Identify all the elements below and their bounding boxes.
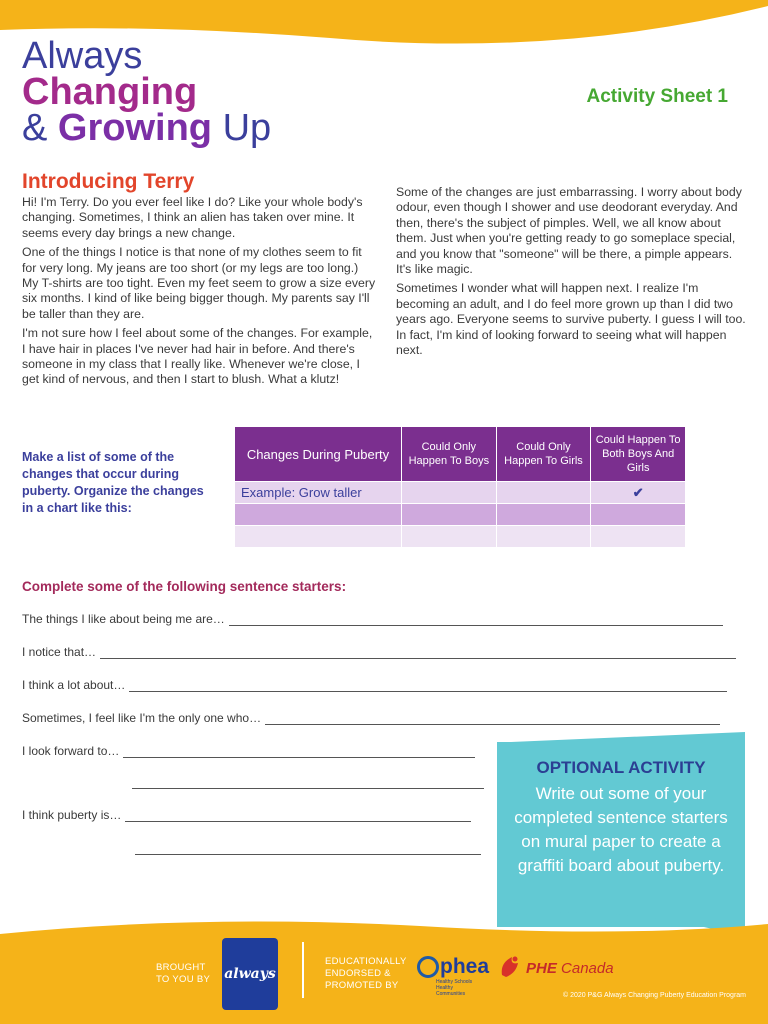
intro-left-column: [22, 195, 377, 392]
sentence-starter: I look forward to…: [22, 744, 475, 758]
chart-header-boys: Could Only Happen To Boys: [402, 427, 497, 482]
intro-right-column: [396, 185, 748, 362]
activity-sheet-label: Activity Sheet 1: [586, 86, 728, 107]
check-icon: ✔: [591, 482, 686, 504]
chart-prompt: Make a list of some of the changes that occur during puberty. Organize the changes in a chart like this:: [22, 450, 204, 515]
phe-leaf-icon: [498, 955, 522, 981]
ophea-o-icon: [417, 956, 439, 978]
optional-activity-body: Write out some of your completed sentence starters on mural paper to create a graffiti board about puberty.: [514, 784, 728, 875]
intro-heading: Introducing Terry: [22, 170, 195, 193]
title-line-2: Changing: [22, 71, 198, 113]
table-row: [235, 526, 686, 548]
chart-cell: [402, 504, 497, 526]
answer-line[interactable]: [135, 853, 481, 855]
chart-cell: [496, 504, 591, 526]
always-logo: always: [222, 938, 278, 1010]
title-line-3: & Growing Up: [22, 107, 272, 149]
intro-paragraph: Hi! I'm Terry. Do you ever feel like I do? Like your whole body's changing. Sometimes, I think an alien has taken over mine. It seems every day brings a new change.: [22, 195, 363, 240]
intro-paragraph: One of the things I notice is that none of my clothes seem to fit for very long. My jeans are too short (or my legs are too long.) My T-shirts are too tight. Even my feet seem to grow a size every six months. I kind of like being bigger though. My parents say I'll be taller than they are.: [22, 245, 376, 321]
endorsed-by: EDUCATIONALLY ENDORSED & PROMOTED BY: [325, 956, 407, 991]
optional-activity-title: OPTIONAL ACTIVITY: [536, 758, 706, 777]
answer-line[interactable]: [125, 810, 471, 822]
chart-cell: [496, 526, 591, 548]
intro-paragraph: Sometimes I wonder what will happen next. I realize I'm becoming an adult, and I do feel more grown up than I did two years ago. Everyone seems to survive puberty. I guess I will too. In fact, I'm kind of looking forward to seeing what will happen next.: [396, 281, 746, 358]
answer-line[interactable]: [229, 614, 723, 626]
chart-header-girls: Could Only Happen To Girls: [496, 427, 591, 482]
chart-cell: [235, 504, 402, 526]
sentence-starter: I think a lot about…: [22, 678, 727, 692]
page-title: [22, 35, 272, 149]
table-row: [235, 504, 686, 526]
sentence-starter: I notice that…: [22, 645, 736, 659]
optional-activity-box: [497, 742, 745, 927]
changes-chart: [234, 426, 686, 548]
answer-line[interactable]: [129, 680, 727, 692]
answer-line[interactable]: [265, 713, 720, 725]
chart-cell: [496, 482, 591, 504]
footer-divider: [302, 942, 304, 998]
sentence-starter: I think puberty is…: [22, 808, 471, 822]
ophea-tagline: Healthy Schools Healthy Communities: [436, 979, 473, 997]
chart-cell: Example: Grow taller: [235, 482, 402, 504]
phe-canada-logo: PHE Canada: [498, 955, 614, 981]
chart-cell: [402, 482, 497, 504]
answer-line[interactable]: [100, 647, 736, 659]
chart-cell: [591, 504, 686, 526]
brought-to-you-by: BROUGHT TO YOU BY: [156, 962, 211, 985]
sentence-starter: The things I like about being me are…: [22, 612, 723, 626]
answer-line[interactable]: [132, 787, 484, 789]
ophea-logo: phea: [417, 955, 489, 979]
chart-cell: [235, 526, 402, 548]
sentence-starter: Sometimes, I feel like I'm the only one who…: [22, 711, 720, 725]
table-row: [235, 482, 686, 504]
chart-header-both: Could Happen To Both Boys And Girls: [591, 427, 686, 482]
title-line-1: Always: [22, 35, 143, 77]
sentence-starters-heading: Complete some of the following sentence starters:: [22, 579, 347, 594]
chart-cell: [591, 526, 686, 548]
copyright-text: © 2020 P&G Always Changing Puberty Education Program: [563, 992, 746, 999]
intro-paragraph: I'm not sure how I feel about some of the changes. For example, I have hair in places I've never had hair in before. And there's someone in my class that I really like. Whenever we're close, I get kind of nervous, and then I start to blush. What a klutz!: [22, 326, 373, 387]
answer-line[interactable]: [123, 746, 475, 758]
chart-cell: [402, 526, 497, 548]
intro-paragraph: Some of the changes are just embarrassing. I worry about body odour, even though I shower and use deodorant everyday. And then, there's the subject of pimples. Well, we all know about them. Just when you're getting ready to go someplace special, and you know that "someone" will be there, a pimple appears. It's like magic.: [396, 185, 742, 277]
chart-header-changes: Changes During Puberty: [235, 427, 402, 482]
